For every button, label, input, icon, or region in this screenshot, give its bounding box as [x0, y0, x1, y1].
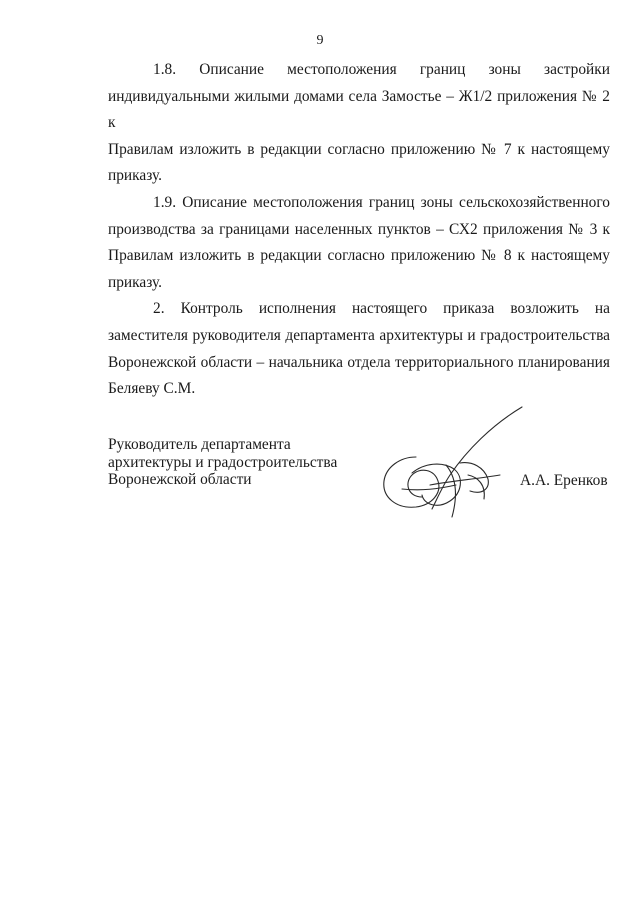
paragraph-line: индивидуальными жилыми домами села Замостье – Ж1/2 приложения № 2 к: [108, 87, 610, 132]
paragraph-line: производства за границами населенных пунктов – СХ2 приложения № 3 к: [108, 220, 610, 238]
paragraph-line: Правилам изложить в редакции согласно приложению № 8 к настоящему: [108, 247, 610, 265]
paragraph-line: Беляеву С.М.: [108, 380, 196, 398]
signatory-position-line: Воронежской области: [108, 471, 252, 489]
paragraph-line: заместителя руководителя департамента архитектуры и градостроительства: [108, 326, 610, 344]
paragraph-1-9: [108, 190, 610, 296]
signatory-position-line: архитектуры и градостроительства: [108, 453, 338, 471]
paragraph-line: приказу.: [108, 273, 163, 291]
signatory-name: А.А. Еренков: [520, 472, 608, 489]
signatory-position: [108, 436, 337, 489]
document-body: [108, 57, 610, 403]
paragraph-2: [108, 296, 610, 402]
paragraph-line: Правилам изложить в редакции согласно приложению № 7 к настоящему: [108, 140, 610, 158]
page-number: 9: [316, 33, 324, 48]
paragraph-line: Воронежской области – начальника отдела территориального планирования: [108, 353, 610, 371]
handwritten-signature: [372, 405, 532, 523]
paragraph-line: приказу.: [108, 167, 163, 185]
paragraph-line: 1.9. Описание местоположения границ зоны сельскохозяйственного: [153, 193, 610, 211]
paragraph-1-8: [108, 57, 610, 190]
paragraph-line: 2. Контроль исполнения настоящего приказа возложить на: [153, 300, 610, 318]
signatory-position-line: Руководитель департамента: [108, 436, 291, 453]
paragraph-line: 1.8. Описание местоположения границ зоны застройки: [153, 61, 610, 78]
